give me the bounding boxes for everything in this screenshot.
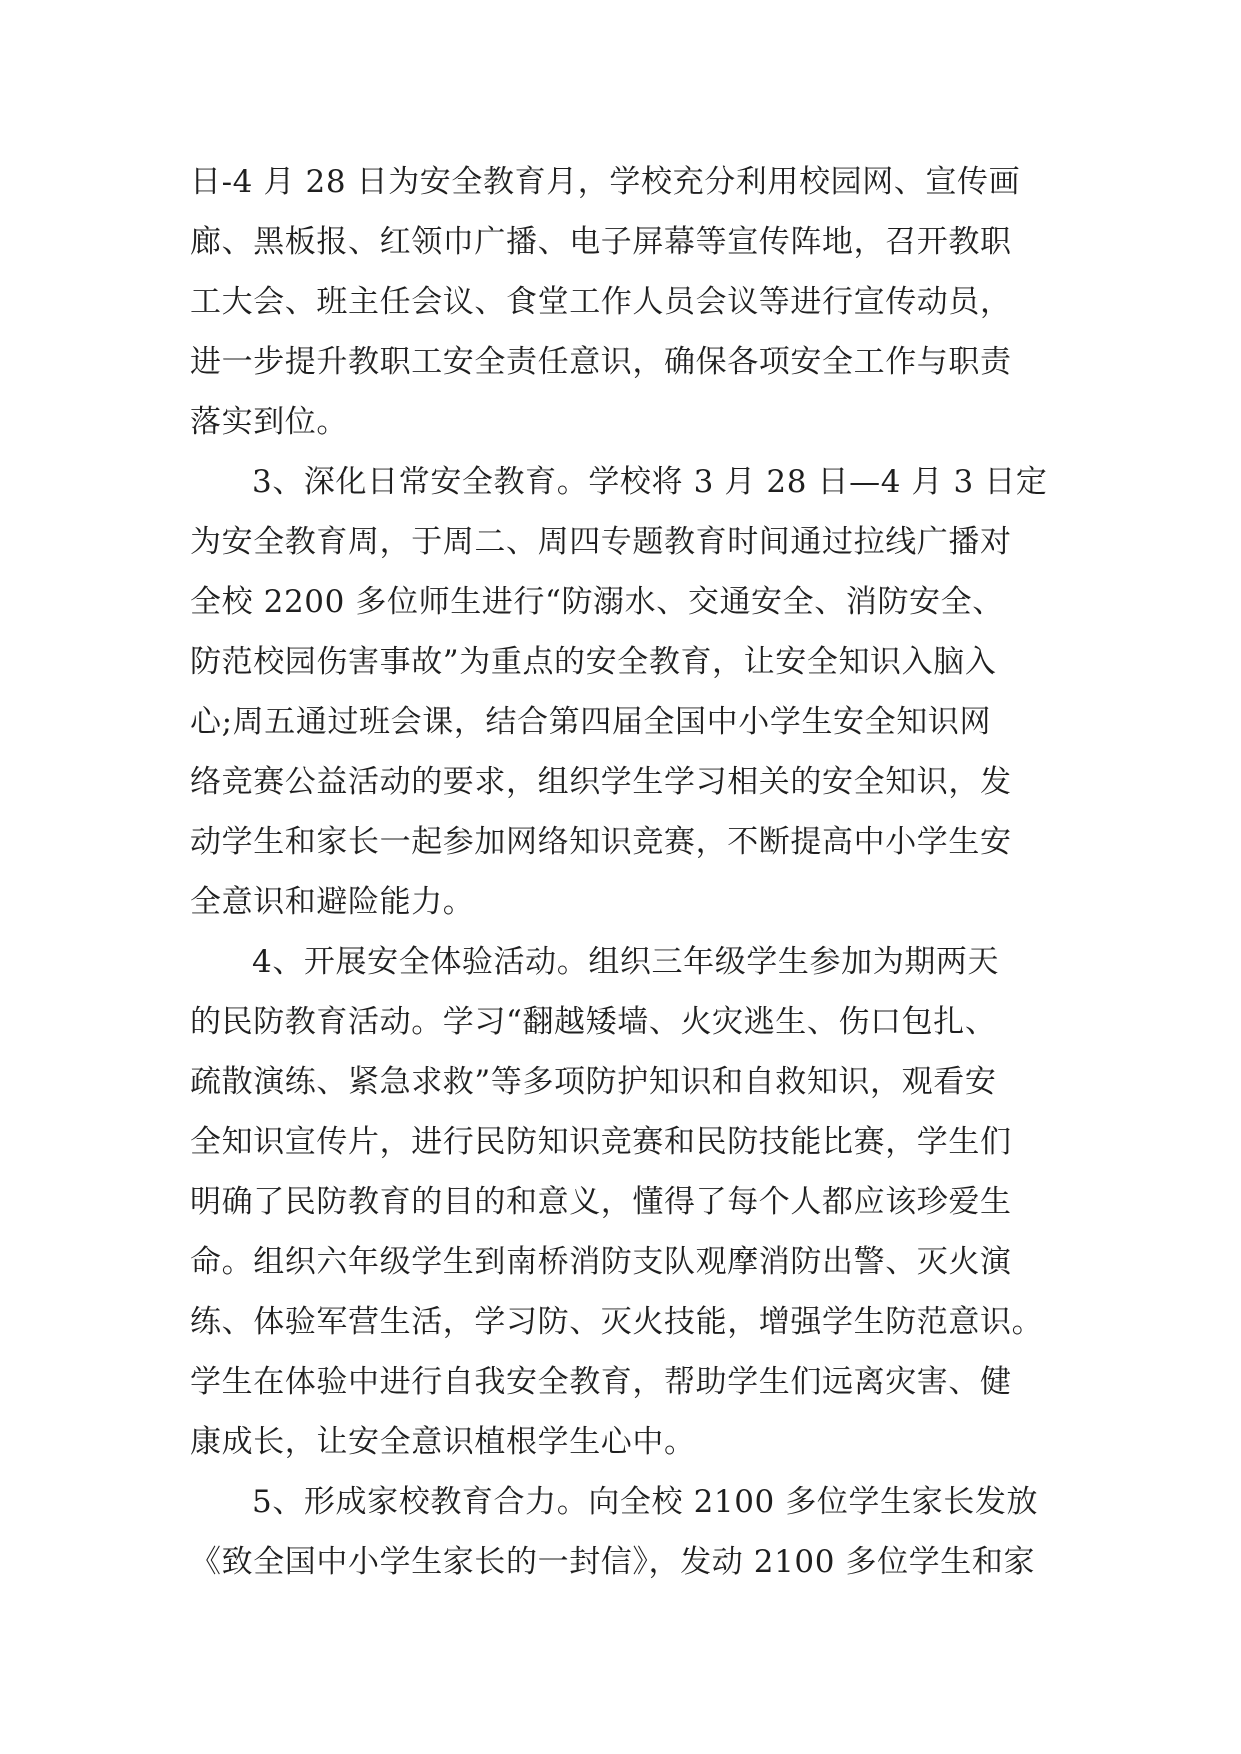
paragraph-4-start: 4、开展安全体验活动。组织三年级学生参加为期两天 bbox=[252, 944, 1000, 980]
text-line: 练、体验军营生活，学习防、灭火技能，增强学生防范意识。 bbox=[190, 1304, 1044, 1340]
body-text bbox=[190, 152, 1060, 1592]
text-line: 日-4 月 28 日为安全教育月，学校充分利用校园网、宣传画 bbox=[190, 164, 1021, 200]
text-line: 学生在体验中进行自我安全教育，帮助学生们远离灾害、健 bbox=[190, 1364, 1012, 1400]
text-line: 工大会、班主任会议、食堂工作人员会议等进行宣传动员， bbox=[190, 284, 1012, 320]
text-line: 明确了民防教育的目的和意义，懂得了每个人都应该珍爱生 bbox=[190, 1184, 1012, 1220]
text-line: 廊、黑板报、红领巾广播、电子屏幕等宣传阵地，召开教职 bbox=[190, 224, 1012, 260]
text-line: 进一步提升教职工安全责任意识，确保各项安全工作与职责 bbox=[190, 344, 1012, 380]
text-line: 落实到位。 bbox=[190, 404, 348, 440]
text-line: 防范校园伤害事故”为重点的安全教育，让安全知识入脑入 bbox=[190, 644, 997, 680]
text-line: 全校 2200 多位师生进行“防溺水、交通安全、消防安全、 bbox=[190, 584, 1004, 620]
text-line: 络竞赛公益活动的要求，组织学生学习相关的安全知识，发 bbox=[190, 764, 1012, 800]
text-line: 的民防教育活动。学习“翻越矮墙、火灾逃生、伤口包扎、 bbox=[190, 1004, 997, 1040]
text-line: 全知识宣传片，进行民防知识竞赛和民防技能比赛，学生们 bbox=[190, 1124, 1012, 1160]
text-line: 康成长，让安全意识植根学生心中。 bbox=[190, 1424, 696, 1460]
text-line: 全意识和避险能力。 bbox=[190, 884, 475, 920]
text-line: 命。组织六年级学生到南桥消防支队观摩消防出警、灭火演 bbox=[190, 1244, 1012, 1280]
paragraph-5-start: 5、形成家校教育合力。向全校 2100 多位学生家长发放 bbox=[252, 1484, 1039, 1520]
text-line: 心;周五通过班会课，结合第四届全国中小学生安全知识网 bbox=[190, 704, 992, 740]
paragraph-3-start: 3、深化日常安全教育。学校将 3 月 28 日—4 月 3 日定 bbox=[252, 464, 1048, 500]
text-line: 《致全国中小学生家长的一封信》，发动 2100 多位学生和家 bbox=[190, 1544, 1036, 1580]
text-line: 动学生和家长一起参加网络知识竞赛，不断提高中小学生安 bbox=[190, 824, 1012, 860]
text-line: 疏散演练、紧急求救”等多项防护知识和自救知识，观看安 bbox=[190, 1064, 997, 1100]
text-line: 为安全教育周，于周二、周四专题教育时间通过拉线广播对 bbox=[190, 524, 1012, 560]
